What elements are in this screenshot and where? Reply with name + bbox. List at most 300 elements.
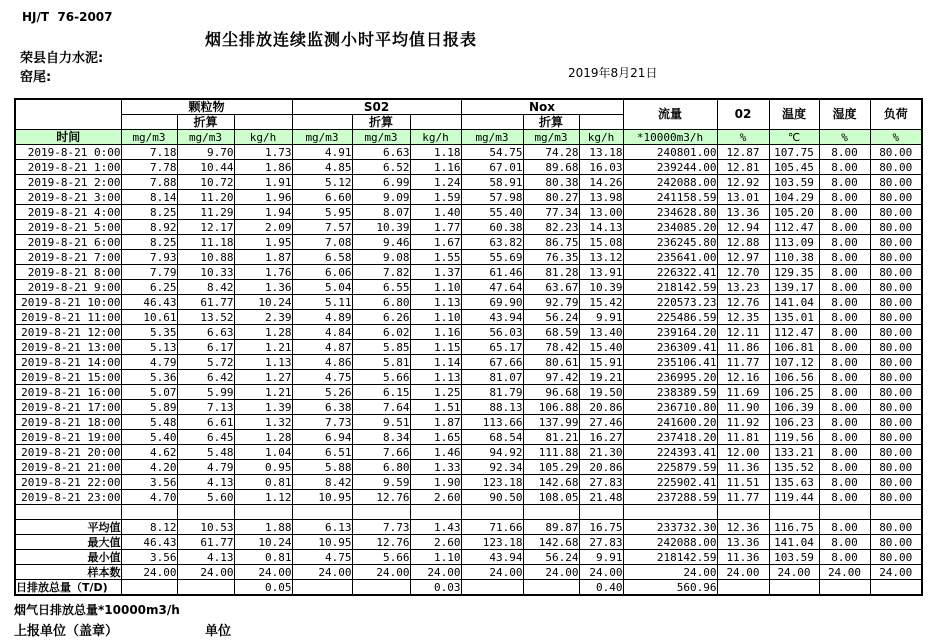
value-cell: 10.53 <box>177 520 234 535</box>
value-cell: 13.23 <box>717 280 769 295</box>
value-cell: 1.55 <box>410 250 461 265</box>
value-cell <box>177 580 234 596</box>
value-cell: 8.00 <box>819 190 870 205</box>
value-cell: 1.25 <box>410 385 461 400</box>
table-row <box>15 385 922 400</box>
unit-cell: mg/m3 <box>121 130 177 145</box>
value-cell <box>870 505 922 520</box>
value-cell <box>870 580 922 596</box>
value-cell: 5.12 <box>292 175 352 190</box>
value-cell: 104.29 <box>769 190 819 205</box>
value-cell: 5.99 <box>177 385 234 400</box>
value-cell: 27.83 <box>579 535 623 550</box>
value-cell: 8.00 <box>819 175 870 190</box>
value-cell: 8.00 <box>819 265 870 280</box>
empty-cell <box>15 505 121 520</box>
value-cell: 89.68 <box>523 160 579 175</box>
value-cell <box>121 505 177 520</box>
value-cell: 16.03 <box>579 160 623 175</box>
value-cell: 133.21 <box>769 445 819 460</box>
value-cell: 80.00 <box>870 445 922 460</box>
table-row <box>15 370 922 385</box>
value-cell: 235641.00 <box>623 250 717 265</box>
value-cell: 80.00 <box>870 370 922 385</box>
value-cell: 11.86 <box>717 340 769 355</box>
value-cell: 1.21 <box>234 385 292 400</box>
value-cell <box>352 505 410 520</box>
value-cell: 12.70 <box>717 265 769 280</box>
value-cell: 1.76 <box>234 265 292 280</box>
value-cell: 10.44 <box>177 160 234 175</box>
value-cell: 9.91 <box>579 550 623 565</box>
summary-label-cell: 日排放总量（T/D) <box>15 580 121 596</box>
value-cell: 12.16 <box>717 370 769 385</box>
value-cell: 1.16 <box>410 160 461 175</box>
table-row <box>15 220 922 235</box>
value-cell: 13.00 <box>579 205 623 220</box>
value-cell: 11.36 <box>717 460 769 475</box>
value-cell: 1.04 <box>234 445 292 460</box>
value-cell: 129.35 <box>769 265 819 280</box>
value-cell: 6.42 <box>177 370 234 385</box>
table-row <box>15 280 922 295</box>
value-cell: 237418.20 <box>623 430 717 445</box>
value-cell: 218142.59 <box>623 550 717 565</box>
value-cell: 11.69 <box>717 385 769 400</box>
value-cell: 13.91 <box>579 265 623 280</box>
value-cell: 9.09 <box>352 190 410 205</box>
value-cell: 80.61 <box>523 355 579 370</box>
value-cell: 6.13 <box>292 520 352 535</box>
table-row <box>15 475 922 490</box>
value-cell: 1.67 <box>410 235 461 250</box>
value-cell: 74.28 <box>523 145 579 160</box>
value-cell: 135.52 <box>769 460 819 475</box>
value-cell: 5.48 <box>121 415 177 430</box>
value-cell: 71.66 <box>461 520 523 535</box>
temperature-header: 温度 <box>769 99 819 130</box>
value-cell: 6.25 <box>121 280 177 295</box>
value-cell <box>769 580 819 596</box>
value-cell: 80.00 <box>870 340 922 355</box>
value-cell: 80.00 <box>870 295 922 310</box>
time-cell: 2019-8-21 21:00 <box>15 460 121 475</box>
value-cell <box>819 580 870 596</box>
value-cell <box>177 505 234 520</box>
value-cell: 1.13 <box>234 355 292 370</box>
value-cell: 119.56 <box>769 430 819 445</box>
value-cell: 89.87 <box>523 520 579 535</box>
value-cell: 8.00 <box>819 310 870 325</box>
header-group-row <box>15 99 922 115</box>
table-row <box>15 265 922 280</box>
value-cell: 81.21 <box>523 430 579 445</box>
value-cell: 7.64 <box>352 400 410 415</box>
value-cell: 80.00 <box>870 280 922 295</box>
value-cell: 6.60 <box>292 190 352 205</box>
value-cell: 8.00 <box>819 460 870 475</box>
time-cell: 2019-8-21 4:00 <box>15 205 121 220</box>
value-cell: 10.39 <box>352 220 410 235</box>
value-cell: 106.88 <box>523 400 579 415</box>
value-cell: 80.00 <box>870 535 922 550</box>
value-cell: 1.15 <box>410 340 461 355</box>
value-cell: 1.87 <box>410 415 461 430</box>
value-cell: 4.75 <box>292 370 352 385</box>
value-cell: 2.09 <box>234 220 292 235</box>
value-cell: 1.87 <box>234 250 292 265</box>
value-cell: 9.91 <box>579 310 623 325</box>
value-cell: 142.68 <box>523 535 579 550</box>
table-row <box>15 190 922 205</box>
value-cell: 1.12 <box>234 490 292 505</box>
unit-cell: *10000m3/h <box>623 130 717 145</box>
value-cell: 5.07 <box>121 385 177 400</box>
value-cell: 8.00 <box>819 475 870 490</box>
report-table-body <box>15 99 922 595</box>
value-cell: 1.27 <box>234 370 292 385</box>
value-cell: 8.00 <box>819 340 870 355</box>
value-cell: 12.76 <box>352 535 410 550</box>
value-cell: 4.79 <box>121 355 177 370</box>
value-cell: 4.86 <box>292 355 352 370</box>
value-cell: 11.36 <box>717 550 769 565</box>
value-cell <box>623 505 717 520</box>
value-cell: 135.01 <box>769 310 819 325</box>
empty-cell <box>234 115 292 130</box>
value-cell: 81.07 <box>461 370 523 385</box>
value-cell: 123.18 <box>461 475 523 490</box>
value-cell: 7.79 <box>121 265 177 280</box>
value-cell: 103.59 <box>769 175 819 190</box>
value-cell: 61.77 <box>177 535 234 550</box>
value-cell: 12.35 <box>717 310 769 325</box>
table-row <box>15 415 922 430</box>
value-cell: 80.00 <box>870 250 922 265</box>
table-row <box>15 250 922 265</box>
value-cell: 61.46 <box>461 265 523 280</box>
value-cell: 11.77 <box>717 355 769 370</box>
value-cell: 80.00 <box>870 205 922 220</box>
table-row <box>15 430 922 445</box>
value-cell: 5.95 <box>292 205 352 220</box>
value-cell: 80.00 <box>870 415 922 430</box>
value-cell: 8.07 <box>352 205 410 220</box>
value-cell: 16.75 <box>579 520 623 535</box>
time-cell: 2019-8-21 17:00 <box>15 400 121 415</box>
value-cell: 242088.00 <box>623 175 717 190</box>
value-cell: 7.78 <box>121 160 177 175</box>
value-cell: 81.79 <box>461 385 523 400</box>
time-cell: 2019-8-21 8:00 <box>15 265 121 280</box>
value-cell: 103.59 <box>769 550 819 565</box>
summary-row <box>15 550 922 565</box>
value-cell: 1.28 <box>234 430 292 445</box>
value-cell: 80.00 <box>870 190 922 205</box>
table-row <box>15 295 922 310</box>
value-cell: 234085.20 <box>623 220 717 235</box>
table-row <box>15 355 922 370</box>
value-cell: 10.72 <box>177 175 234 190</box>
value-cell: 15.91 <box>579 355 623 370</box>
value-cell: 106.56 <box>769 370 819 385</box>
value-cell: 1.94 <box>234 205 292 220</box>
unit-cell: mg/m3 <box>523 130 579 145</box>
value-cell <box>352 580 410 596</box>
table-row <box>15 235 922 250</box>
value-cell: 7.93 <box>121 250 177 265</box>
value-cell: 238389.59 <box>623 385 717 400</box>
value-cell: 106.25 <box>769 385 819 400</box>
value-cell: 54.75 <box>461 145 523 160</box>
value-cell: 119.44 <box>769 490 819 505</box>
group-so2: S02 <box>292 99 461 115</box>
value-cell: 1.36 <box>234 280 292 295</box>
time-cell: 2019-8-21 11:00 <box>15 310 121 325</box>
table-row <box>15 145 922 160</box>
table-row <box>15 310 922 325</box>
value-cell: 12.76 <box>717 295 769 310</box>
value-cell: 13.98 <box>579 190 623 205</box>
value-cell: 10.61 <box>121 310 177 325</box>
value-cell: 8.42 <box>292 475 352 490</box>
value-cell: 10.24 <box>234 295 292 310</box>
value-cell: 239244.00 <box>623 160 717 175</box>
value-cell: 6.80 <box>352 460 410 475</box>
time-cell: 2019-8-21 3:00 <box>15 190 121 205</box>
value-cell: 5.35 <box>121 325 177 340</box>
value-cell: 8.25 <box>121 235 177 250</box>
value-cell: 14.13 <box>579 220 623 235</box>
value-cell: 0.05 <box>234 580 292 596</box>
value-cell: 6.55 <box>352 280 410 295</box>
time-cell: 2019-8-21 5:00 <box>15 220 121 235</box>
value-cell: 225879.59 <box>623 460 717 475</box>
value-cell: 6.94 <box>292 430 352 445</box>
value-cell: 8.42 <box>177 280 234 295</box>
value-cell: 5.13 <box>121 340 177 355</box>
value-cell <box>769 505 819 520</box>
flow-header: 流量 <box>623 99 717 130</box>
value-cell: 0.40 <box>579 580 623 596</box>
value-cell: 24.00 <box>769 565 819 580</box>
unit-cell: % <box>870 130 922 145</box>
time-cell: 2019-8-21 16:00 <box>15 385 121 400</box>
value-cell <box>717 505 769 520</box>
spacer-row <box>15 505 922 520</box>
value-cell: 7.82 <box>352 265 410 280</box>
value-cell: 80.00 <box>870 520 922 535</box>
value-cell: 0.95 <box>234 460 292 475</box>
value-cell: 8.34 <box>352 430 410 445</box>
unit-cell: mg/m3 <box>292 130 352 145</box>
unit-cell: kg/h <box>579 130 623 145</box>
value-cell: 13.52 <box>177 310 234 325</box>
value-cell: 86.75 <box>523 235 579 250</box>
value-cell: 5.89 <box>121 400 177 415</box>
value-cell: 13.01 <box>717 190 769 205</box>
value-cell: 24.00 <box>352 565 410 580</box>
value-cell: 78.42 <box>523 340 579 355</box>
value-cell: 5.88 <box>292 460 352 475</box>
value-cell: 236710.80 <box>623 400 717 415</box>
value-cell: 80.00 <box>870 385 922 400</box>
value-cell: 11.90 <box>717 400 769 415</box>
value-cell: 19.50 <box>579 385 623 400</box>
value-cell: 5.11 <box>292 295 352 310</box>
value-cell: 43.94 <box>461 550 523 565</box>
value-cell: 88.13 <box>461 400 523 415</box>
value-cell: 8.12 <box>121 520 177 535</box>
value-cell: 1.51 <box>410 400 461 415</box>
value-cell: 80.00 <box>870 475 922 490</box>
value-cell: 92.79 <box>523 295 579 310</box>
value-cell: 58.91 <box>461 175 523 190</box>
value-cell: 9.59 <box>352 475 410 490</box>
value-cell: 8.00 <box>819 445 870 460</box>
value-cell: 5.81 <box>352 355 410 370</box>
value-cell <box>717 580 769 596</box>
value-cell: 19.21 <box>579 370 623 385</box>
value-cell: 24.00 <box>410 565 461 580</box>
value-cell: 7.73 <box>292 415 352 430</box>
value-cell: 97.42 <box>523 370 579 385</box>
value-cell: 11.81 <box>717 430 769 445</box>
value-cell: 135.63 <box>769 475 819 490</box>
value-cell: 60.38 <box>461 220 523 235</box>
value-cell: 24.00 <box>717 565 769 580</box>
value-cell: 96.68 <box>523 385 579 400</box>
value-cell: 8.00 <box>819 400 870 415</box>
value-cell: 1.13 <box>410 370 461 385</box>
value-cell: 8.00 <box>819 415 870 430</box>
value-cell: 9.51 <box>352 415 410 430</box>
value-cell: 8.00 <box>819 160 870 175</box>
value-cell: 6.51 <box>292 445 352 460</box>
value-cell: 8.00 <box>819 250 870 265</box>
value-cell: 224393.41 <box>623 445 717 460</box>
value-cell: 111.88 <box>523 445 579 460</box>
value-cell: 234628.80 <box>623 205 717 220</box>
value-cell: 142.68 <box>523 475 579 490</box>
value-cell <box>819 505 870 520</box>
flow-total-note: 烟气日排放总量*10000m3/h <box>14 603 180 617</box>
value-cell: 105.29 <box>523 460 579 475</box>
value-cell: 1.37 <box>410 265 461 280</box>
company-name: 荣县自力水泥: <box>20 51 104 66</box>
summary-label-cell: 样本数 <box>15 565 121 580</box>
converted-label-so2: 折算 <box>352 115 410 130</box>
value-cell: 3.56 <box>121 550 177 565</box>
value-cell: 9.70 <box>177 145 234 160</box>
value-cell: 6.61 <box>177 415 234 430</box>
value-cell: 241600.20 <box>623 415 717 430</box>
value-cell: 6.80 <box>352 295 410 310</box>
value-cell: 16.27 <box>579 430 623 445</box>
time-cell: 2019-8-21 0:00 <box>15 145 121 160</box>
value-cell: 8.00 <box>819 325 870 340</box>
value-cell: 5.85 <box>352 340 410 355</box>
value-cell: 4.70 <box>121 490 177 505</box>
value-cell: 24.00 <box>523 565 579 580</box>
value-cell: 7.57 <box>292 220 352 235</box>
value-cell: 3.56 <box>121 475 177 490</box>
value-cell: 7.73 <box>352 520 410 535</box>
value-cell: 106.39 <box>769 400 819 415</box>
value-cell: 10.95 <box>292 535 352 550</box>
value-cell: 24.00 <box>177 565 234 580</box>
value-cell: 80.00 <box>870 460 922 475</box>
table-row <box>15 400 922 415</box>
value-cell: 141.04 <box>769 295 819 310</box>
value-cell: 7.66 <box>352 445 410 460</box>
value-cell: 13.40 <box>579 325 623 340</box>
value-cell: 225486.59 <box>623 310 717 325</box>
unit-cell: mg/m3 <box>352 130 410 145</box>
unit-cell: % <box>717 130 769 145</box>
value-cell: 24.00 <box>579 565 623 580</box>
value-cell: 8.00 <box>819 385 870 400</box>
value-cell: 113.09 <box>769 235 819 250</box>
value-cell: 24.00 <box>819 565 870 580</box>
standard-code: HJ/T 76-2007 <box>22 10 113 24</box>
value-cell: 1.40 <box>410 205 461 220</box>
value-cell: 5.72 <box>177 355 234 370</box>
value-cell: 12.17 <box>177 220 234 235</box>
value-cell: 24.00 <box>623 565 717 580</box>
value-cell: 13.36 <box>717 205 769 220</box>
table-row <box>15 205 922 220</box>
value-cell <box>461 580 523 596</box>
value-cell: 15.40 <box>579 340 623 355</box>
value-cell: 80.00 <box>870 265 922 280</box>
value-cell: 5.04 <box>292 280 352 295</box>
table-row <box>15 490 922 505</box>
value-cell: 8.00 <box>819 355 870 370</box>
time-cell: 2019-8-21 13:00 <box>15 340 121 355</box>
value-cell: 1.77 <box>410 220 461 235</box>
value-cell: 107.12 <box>769 355 819 370</box>
value-cell: 5.40 <box>121 430 177 445</box>
empty-cell <box>121 115 177 130</box>
value-cell: 67.66 <box>461 355 523 370</box>
value-cell: 4.84 <box>292 325 352 340</box>
value-cell: 46.43 <box>121 295 177 310</box>
value-cell: 6.52 <box>352 160 410 175</box>
value-cell: 1.65 <box>410 430 461 445</box>
value-cell: 4.85 <box>292 160 352 175</box>
value-cell: 82.23 <box>523 220 579 235</box>
value-cell: 235106.41 <box>623 355 717 370</box>
value-cell: 15.42 <box>579 295 623 310</box>
report-table <box>14 98 923 596</box>
value-cell: 9.08 <box>352 250 410 265</box>
value-cell: 12.36 <box>717 520 769 535</box>
value-cell: 218142.59 <box>623 280 717 295</box>
value-cell: 12.11 <box>717 325 769 340</box>
value-cell: 5.66 <box>352 550 410 565</box>
value-cell: 24.00 <box>121 565 177 580</box>
time-cell: 2019-8-21 9:00 <box>15 280 121 295</box>
value-cell: 4.89 <box>292 310 352 325</box>
reporting-unit-label: 上报单位（盖章） <box>14 624 119 639</box>
summary-row <box>15 580 922 596</box>
value-cell: 1.73 <box>234 145 292 160</box>
value-cell <box>234 505 292 520</box>
time-cell: 2019-8-21 23:00 <box>15 490 121 505</box>
group-particulate: 颗粒物 <box>121 99 292 115</box>
value-cell: 76.35 <box>523 250 579 265</box>
